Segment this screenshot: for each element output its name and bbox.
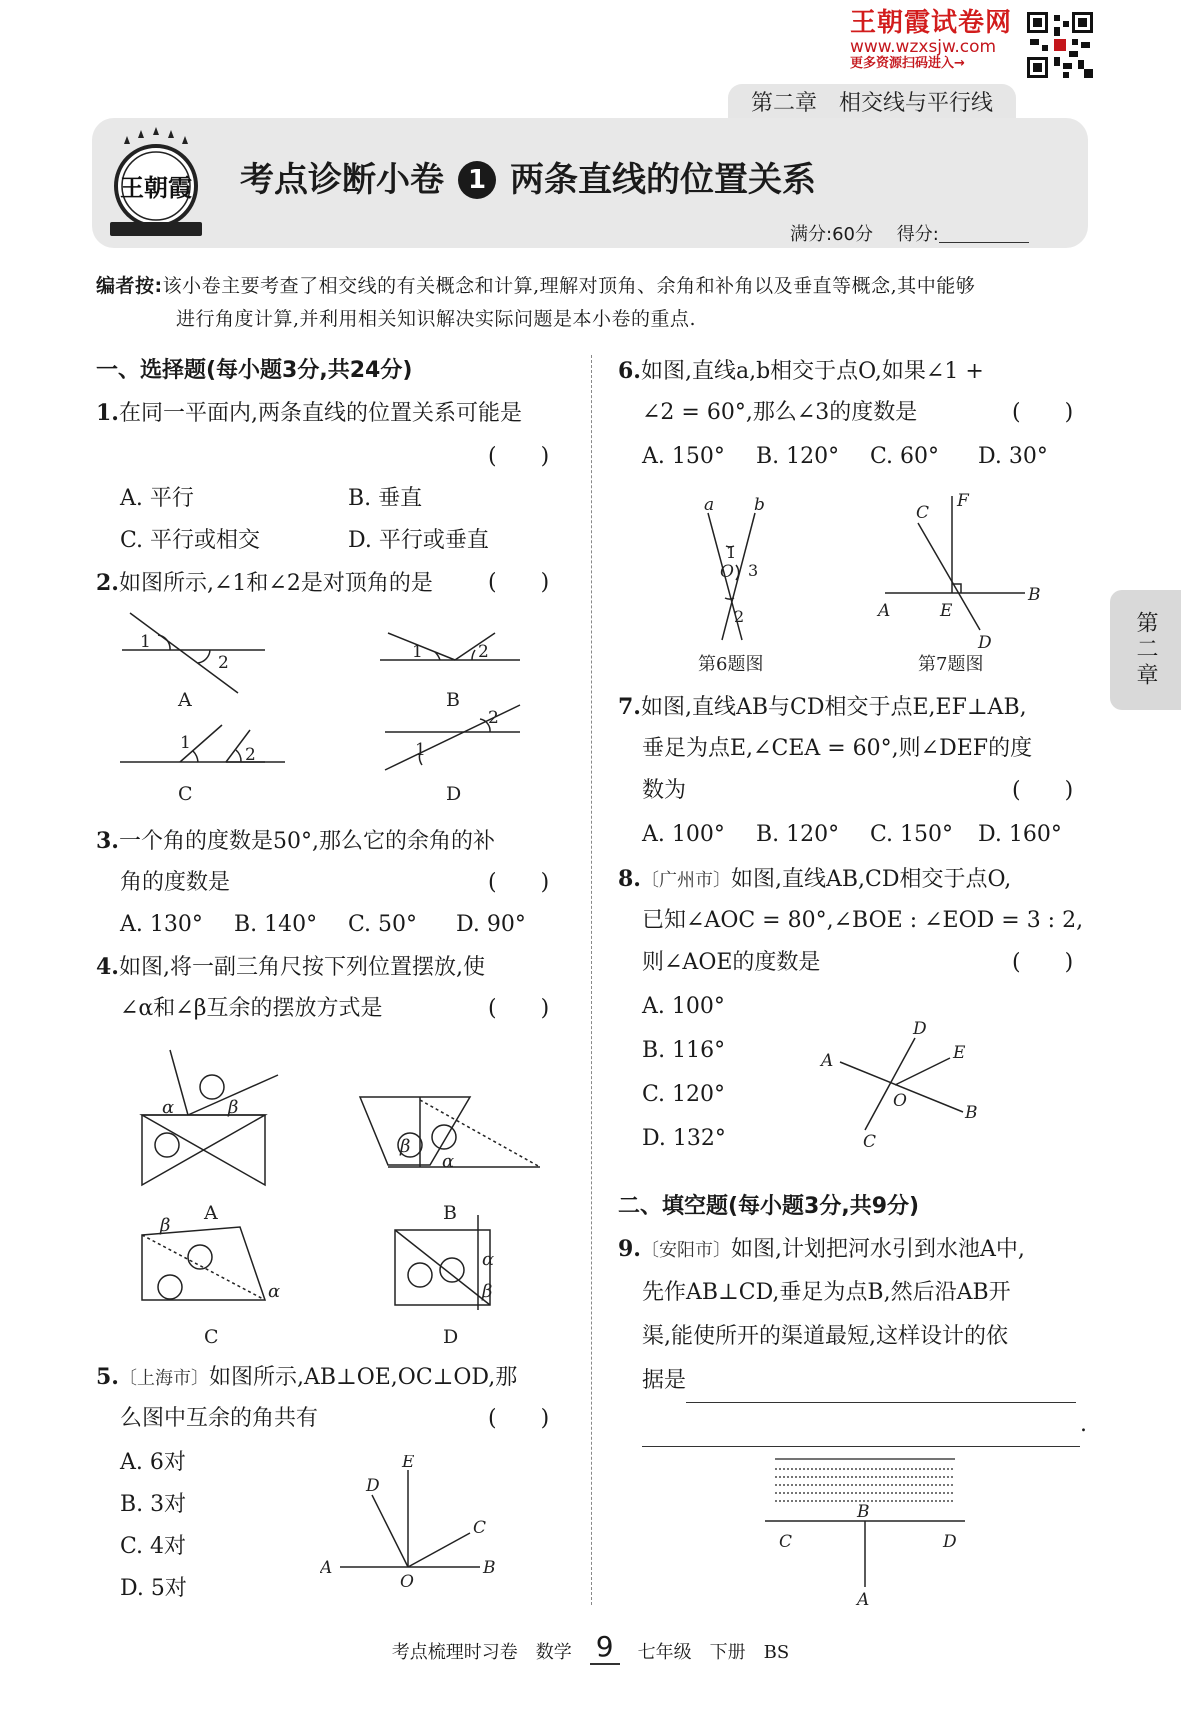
title-part2: 两条直线的位置关系 bbox=[510, 160, 816, 200]
svg-text:O: O bbox=[720, 562, 734, 582]
svg-text:α: α bbox=[162, 1097, 175, 1118]
q7-line3: 数为 bbox=[642, 778, 687, 803]
svg-text:D: D bbox=[978, 633, 992, 653]
svg-text:B: B bbox=[965, 1103, 978, 1123]
note-label: 编者按: bbox=[96, 275, 163, 297]
q6-answer-blank[interactable]: ( ) bbox=[1012, 400, 1074, 425]
q6-option-a[interactable]: A. 150° bbox=[642, 444, 725, 469]
svg-text:1: 1 bbox=[415, 740, 426, 760]
svg-text:α: α bbox=[442, 1151, 455, 1172]
chapter-tab: 第二章 相交线与平行线 bbox=[728, 84, 1016, 124]
note-line2: 进行角度计算,并利用相关知识解决实际问题是本小卷的重点. bbox=[176, 308, 697, 330]
svg-text:1: 1 bbox=[412, 642, 423, 662]
svg-text:A: A bbox=[857, 1590, 870, 1605]
score-blank[interactable] bbox=[939, 224, 1029, 243]
q8-answer-blank[interactable]: ( ) bbox=[1012, 950, 1074, 975]
q7-option-a[interactable]: A. 100° bbox=[642, 822, 725, 847]
q7-line1: 如图,直线AB与CD相交于点E,EF⊥AB, bbox=[640, 695, 1027, 720]
note-line1: 该小卷主要考查了相交线的有关概念和计算,理解对顶角、余角和补角以及垂直等概念,其中能够 bbox=[162, 275, 976, 297]
svg-text:B: B bbox=[857, 1502, 870, 1522]
brand-url[interactable]: www.wzxsjw.com bbox=[850, 37, 997, 57]
svg-text:D: D bbox=[943, 1532, 957, 1552]
q4-label-c: C bbox=[204, 1326, 219, 1348]
svg-text:C: C bbox=[473, 1518, 487, 1538]
q2-label-c: C bbox=[178, 783, 193, 805]
q4-label-b: B bbox=[443, 1202, 457, 1224]
q2-figures bbox=[110, 605, 580, 815]
question-7 bbox=[618, 686, 1027, 729]
q5-option-a[interactable]: A. 6对 bbox=[120, 1450, 186, 1475]
publisher-logo bbox=[102, 126, 210, 246]
svg-text:A: A bbox=[878, 601, 891, 621]
question-9 bbox=[618, 1228, 1025, 1272]
svg-text:1: 1 bbox=[726, 543, 737, 562]
brand-name: 王朝霞试卷网 bbox=[850, 8, 1013, 38]
score-label: 得分: bbox=[896, 224, 939, 245]
question-5 bbox=[96, 1356, 517, 1400]
svg-text:3: 3 bbox=[748, 561, 759, 580]
svg-text:1: 1 bbox=[140, 632, 151, 652]
q8-line3: 则∠AOE的度数是 bbox=[642, 950, 821, 975]
svg-text:A: A bbox=[821, 1051, 834, 1071]
svg-text:1: 1 bbox=[180, 733, 191, 753]
svg-text:F: F bbox=[957, 491, 969, 511]
logo-text: 王朝霞 bbox=[120, 173, 192, 202]
footer-right: 七年级 下册 BS bbox=[637, 1642, 790, 1663]
q3-option-a[interactable]: A. 130° bbox=[120, 912, 203, 937]
svg-text:E: E bbox=[953, 1043, 966, 1063]
q1-number: 1. bbox=[96, 400, 119, 426]
svg-text:O: O bbox=[400, 1572, 414, 1592]
svg-text:E: E bbox=[940, 601, 953, 621]
question-8 bbox=[618, 858, 1011, 902]
q6-number: 6. bbox=[618, 358, 641, 384]
q7-option-c[interactable]: C. 150° bbox=[870, 822, 954, 847]
q8-option-c[interactable]: C. 120° bbox=[642, 1082, 726, 1107]
q4-label-a: A bbox=[204, 1202, 218, 1224]
q5-option-c[interactable]: C. 4对 bbox=[120, 1534, 187, 1559]
svg-text:a: a bbox=[704, 495, 715, 515]
editor-note bbox=[96, 270, 1086, 336]
svg-text:2: 2 bbox=[734, 607, 745, 626]
svg-text:2: 2 bbox=[488, 708, 499, 728]
full-score: 满分:60分 bbox=[790, 224, 873, 245]
brand-slogan: 更多资源扫码进入→ bbox=[850, 56, 965, 71]
q8-number: 8. bbox=[618, 866, 641, 892]
q8-option-b[interactable]: B. 116° bbox=[642, 1038, 726, 1063]
q1-answer-blank[interactable]: ( ) bbox=[488, 444, 550, 469]
q5-line1: 如图所示,AB⊥OE,OC⊥OD,那 bbox=[208, 1365, 518, 1390]
q7-number: 7. bbox=[618, 694, 641, 720]
svg-text:E: E bbox=[402, 1455, 415, 1472]
q9-answer-blank-1[interactable] bbox=[686, 1360, 1076, 1403]
q4-label-d: D bbox=[443, 1326, 459, 1348]
svg-text:β: β bbox=[400, 1136, 411, 1157]
q9-line1: 如图,计划把河水引到水池A中, bbox=[730, 1237, 1025, 1262]
svg-text:β: β bbox=[482, 1281, 493, 1302]
q7-figure bbox=[870, 488, 1050, 683]
q1-option-d[interactable]: D. 平行或垂直 bbox=[348, 528, 489, 553]
svg-text:D: D bbox=[366, 1476, 380, 1496]
svg-text:β: β bbox=[160, 1215, 171, 1236]
q2-text: 如图所示,∠1和∠2是对顶角的是 bbox=[118, 571, 433, 596]
q8-option-a[interactable]: A. 100° bbox=[642, 994, 725, 1019]
q6-line1: 如图,直线a,b相交于点O,如果∠1 + bbox=[640, 359, 984, 384]
q5-answer-blank[interactable]: ( ) bbox=[488, 1406, 550, 1431]
q5-number: 5. bbox=[96, 1364, 119, 1390]
svg-text:2: 2 bbox=[245, 745, 256, 765]
question-6 bbox=[618, 350, 984, 393]
q5-option-d[interactable]: D. 5对 bbox=[120, 1576, 187, 1601]
q6-option-d[interactable]: D. 30° bbox=[978, 444, 1048, 469]
qr-code-icon[interactable] bbox=[1027, 12, 1093, 78]
svg-text:D: D bbox=[913, 1020, 927, 1039]
q2-label-a: A bbox=[178, 689, 192, 711]
page-number: 9 bbox=[590, 1630, 620, 1665]
svg-text:O: O bbox=[893, 1091, 907, 1111]
svg-text:C: C bbox=[916, 503, 930, 523]
q1-option-c[interactable]: C. 平行或相交 bbox=[120, 528, 261, 553]
q9-line2: 先作AB⊥CD,垂足为点B,然后沿AB开 bbox=[642, 1280, 1011, 1305]
column-divider bbox=[591, 355, 592, 1605]
q1-option-a[interactable]: A. 平行 bbox=[120, 486, 194, 511]
q3-number: 3. bbox=[96, 828, 119, 854]
q7-caption: 第7题图 bbox=[918, 654, 984, 675]
q7-line2: 垂足为点E,∠CEA = 60°,则∠DEF的度 bbox=[642, 736, 1033, 761]
svg-text:C: C bbox=[863, 1132, 877, 1150]
q3-option-b[interactable]: B. 140° bbox=[234, 912, 318, 937]
q9-line4-text: 据是 bbox=[642, 1368, 687, 1393]
q2-number: 2. bbox=[96, 570, 119, 596]
section-1-heading: 一、选择题(每小题3分,共24分) bbox=[96, 358, 413, 383]
svg-text:α: α bbox=[268, 1281, 281, 1302]
q6-caption: 第6题图 bbox=[698, 654, 764, 675]
q2-label-d: D bbox=[446, 783, 462, 805]
svg-text:A: A bbox=[320, 1558, 333, 1578]
q8-line2: 已知∠AOC = 80°,∠BOE : ∠EOD = 3 : 2, bbox=[642, 908, 1084, 933]
q7-option-b[interactable]: B. 120° bbox=[756, 822, 840, 847]
q1-option-b[interactable]: B. 垂直 bbox=[348, 486, 423, 511]
question-2 bbox=[96, 562, 433, 605]
q7-option-d[interactable]: D. 160° bbox=[978, 822, 1062, 847]
q5-line2: 么图中互余的角共有 bbox=[120, 1406, 319, 1431]
q4-number: 4. bbox=[96, 954, 119, 980]
q9-number: 9. bbox=[618, 1236, 641, 1262]
q8-figure bbox=[815, 1020, 995, 1150]
q9-end: . bbox=[1080, 1412, 1087, 1437]
svg-text:B: B bbox=[483, 1558, 496, 1578]
q4-answer-blank[interactable]: ( ) bbox=[488, 996, 550, 1021]
q4-line2: ∠α和∠β互余的摆放方式是 bbox=[120, 996, 383, 1021]
section-2-heading: 二、填空题(每小题3分,共9分) bbox=[618, 1194, 920, 1219]
q5-source-tag: 〔上海市〕 bbox=[118, 1368, 209, 1389]
svg-text:α: α bbox=[482, 1249, 495, 1270]
score-line bbox=[790, 220, 1029, 246]
q9-figure bbox=[765, 1455, 965, 1605]
q3-option-d[interactable]: D. 90° bbox=[456, 912, 526, 937]
q3-line2: 角的度数是 bbox=[120, 870, 231, 895]
q6-option-c[interactable]: C. 60° bbox=[870, 444, 940, 469]
q2-label-b: B bbox=[446, 689, 460, 711]
q9-source-tag: 〔安阳市〕 bbox=[640, 1240, 731, 1261]
q9-answer-blank-2[interactable] bbox=[642, 1404, 1080, 1447]
q6-option-b[interactable]: B. 120° bbox=[756, 444, 840, 469]
page-footer bbox=[0, 1630, 1181, 1665]
page-title bbox=[240, 152, 816, 201]
q4-line1: 如图,将一副三角尺按下列位置摆放,使 bbox=[118, 955, 485, 980]
question-4 bbox=[96, 946, 485, 989]
svg-text:2: 2 bbox=[218, 653, 229, 673]
q9-line5 bbox=[642, 1404, 1087, 1447]
svg-text:β: β bbox=[228, 1097, 239, 1118]
q9-line4 bbox=[642, 1360, 1076, 1403]
q8-line1: 如图,直线AB,CD相交于点O, bbox=[730, 867, 1012, 892]
q4-figures bbox=[130, 1035, 570, 1355]
q5-figure bbox=[320, 1455, 510, 1595]
q3-option-c[interactable]: C. 50° bbox=[348, 912, 418, 937]
q3-line1: 一个角的度数是50°,那么它的余角的补 bbox=[118, 829, 495, 854]
question-1 bbox=[96, 392, 522, 435]
title-part1: 考点诊断小卷 bbox=[240, 160, 444, 200]
q8-source-tag: 〔广州市〕 bbox=[640, 870, 731, 891]
q1-text: 在同一平面内,两条直线的位置关系可能是 bbox=[118, 401, 522, 426]
svg-text:B: B bbox=[1028, 585, 1041, 605]
q6-line2: ∠2 = 60°,那么∠3的度数是 bbox=[642, 400, 918, 425]
side-chapter-tab: 第二章 bbox=[1110, 590, 1181, 710]
q2-answer-blank[interactable]: ( ) bbox=[488, 570, 550, 595]
q9-line3: 渠,能使所开的渠道最短,这样设计的依 bbox=[642, 1324, 1008, 1349]
q6-figure bbox=[680, 488, 840, 683]
question-3 bbox=[96, 820, 495, 863]
q8-option-d[interactable]: D. 132° bbox=[642, 1126, 726, 1151]
q3-answer-blank[interactable]: ( ) bbox=[488, 870, 550, 895]
q7-answer-blank[interactable]: ( ) bbox=[1012, 778, 1074, 803]
q5-option-b[interactable]: B. 3对 bbox=[120, 1492, 187, 1517]
footer-left: 考点梳理时习卷 数学 bbox=[391, 1642, 572, 1663]
title-number: 1 bbox=[458, 161, 496, 199]
svg-text:C: C bbox=[779, 1532, 793, 1552]
svg-text:2: 2 bbox=[478, 642, 489, 662]
svg-text:b: b bbox=[754, 495, 765, 515]
